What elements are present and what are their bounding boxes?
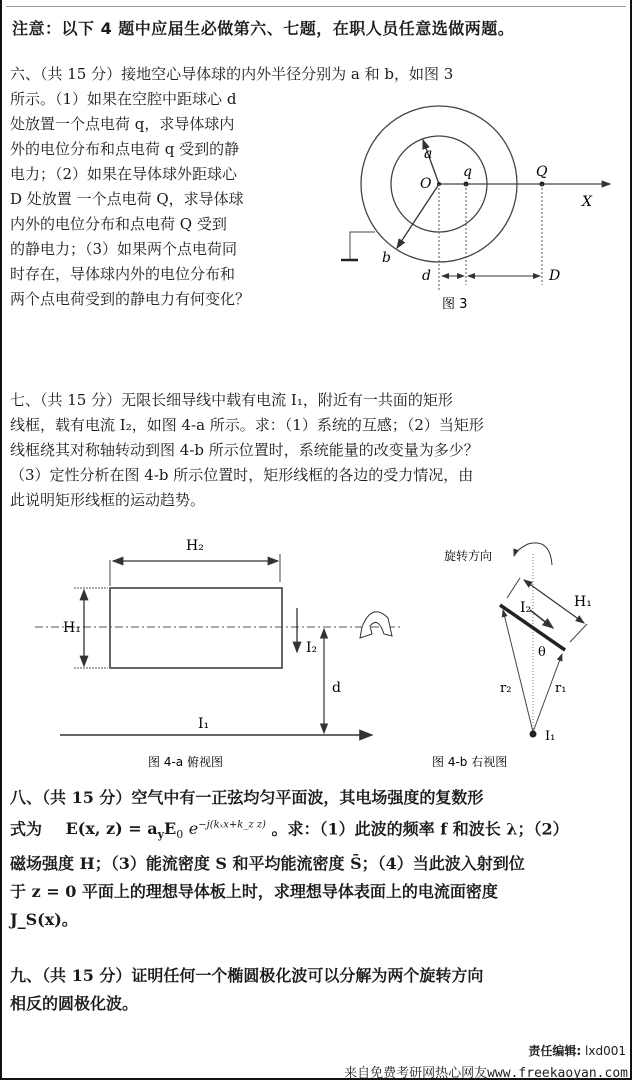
figure-4a-caption: 图 4-a 俯视图 xyxy=(148,755,223,769)
q8-suffix: 。求：（1）此波的频率 f 和波长 λ；（2） xyxy=(271,819,569,839)
field-formula xyxy=(65,819,272,842)
q7-line: 线框绕其对称轴转动到图 4-b 所示位置时，系统能量的改变量为多少？ xyxy=(10,441,479,459)
label-I1: I₁ xyxy=(198,716,210,732)
notice-text: 注意：以下 4 题中应届生必做第六、七题，在职人员任意选做两题。 xyxy=(12,19,515,38)
rotation-arrow-icon xyxy=(360,612,392,638)
label-H1: H₁ xyxy=(574,594,592,610)
q6-line: 外的电位分布和点电荷 q 受到的静 xyxy=(10,140,240,158)
label-d: d xyxy=(332,680,341,696)
label-r2: r₂ xyxy=(500,681,512,696)
q8-line: 八、（共 15 分）空气中有一正弦均匀平面波，其电场强度的复数形 xyxy=(10,788,484,807)
q8-line xyxy=(10,812,624,850)
question-7 xyxy=(10,388,622,513)
figure-4b-caption: 图 4-b 右视图 xyxy=(432,755,508,769)
label-b: b xyxy=(382,250,391,266)
rotation-direction-label: 旋转方向 xyxy=(444,549,493,563)
question-9 xyxy=(10,962,624,1018)
figure-4b xyxy=(410,530,632,780)
formula-lhs: E(x, z) = a xyxy=(65,819,158,839)
vector-r2 xyxy=(503,610,533,732)
q9-line: 九、（共 15 分）证明任何一个椭圆极化波可以分解为两个旋转方向 xyxy=(10,966,484,985)
current-I2-arrow xyxy=(530,610,553,628)
figure-4a xyxy=(0,530,410,775)
source-watermark: 来自免费考研网热心网友www.freekaoyan.com xyxy=(344,1066,628,1081)
editor-label: 责任编辑: xyxy=(528,1044,582,1058)
q7-line: 此说明矩形线框的运动趋势。 xyxy=(10,491,206,509)
label-q: q xyxy=(463,164,472,180)
label-I2: I₂ xyxy=(520,600,532,616)
q6-line: D 处放置 一个点电荷 Q，求导体球 xyxy=(10,190,244,208)
label-Q: Q xyxy=(536,164,548,180)
q6-line: 内外的电位分布和点电荷 Q 受到 xyxy=(10,215,227,233)
label-H2: H₂ xyxy=(186,538,204,554)
formula-sub-0: 0 xyxy=(176,828,184,842)
q7-line: （3）定性分析在图 4-b 所示位置时，矩形线框的各边的受力情况，由 xyxy=(10,466,474,484)
q9-line: 相反的圆极化波。 xyxy=(10,994,139,1013)
formula-E: E xyxy=(164,819,177,839)
q6-line: 的静电力；（3）如果两个点电荷同 xyxy=(10,240,238,258)
q6-line: 电力；（2）如果在导体球外距球心 xyxy=(10,165,238,183)
formula-exponent: −j(kₓx+k_z z) xyxy=(198,820,266,831)
label-theta: θ xyxy=(538,645,546,660)
q6-line: 六、（共 15 分）接地空心导体球的内外半径分别为 a 和 b，如图 3 xyxy=(10,65,454,83)
question-6 xyxy=(10,62,454,312)
formula-exp-base: e xyxy=(188,819,199,839)
q6-line: 所示。（1）如果在空腔中距球心 d xyxy=(10,90,237,108)
formula-sub-y: y xyxy=(157,828,165,842)
top-rule xyxy=(6,6,626,7)
label-X: X xyxy=(582,194,592,210)
ext-bottom-right xyxy=(570,624,587,642)
q6-line: 时存在，导体球内外的电位分布和 xyxy=(10,265,236,283)
q6-line: 处放置一个点电荷 q，求导体球内 xyxy=(10,115,235,133)
editor-value: lxd001 xyxy=(585,1044,626,1058)
q8-prefix: 式为 xyxy=(10,819,43,839)
editor-credit xyxy=(528,1042,626,1059)
q7-line: 线框，载有电流 I₂，如图 4-a 所示。求：（1）系统的互感；（2）当矩形 xyxy=(10,416,484,434)
q8-line: 磁场强度 H；（3）能流密度 S 和平均能流密度 S̄；（4）当此波入射到位 xyxy=(10,853,525,873)
q7-line: 七、（共 15 分）无限长细导线中载有电流 I₁，附近有一共面的矩形 xyxy=(10,391,453,409)
figure-3-caption: 图 3 xyxy=(442,297,468,312)
wire-I1-point xyxy=(530,731,537,738)
label-r1: r₁ xyxy=(555,681,567,696)
label-d: d xyxy=(422,268,431,284)
label-D: D xyxy=(549,268,561,284)
q8-line: J_S(x)。 xyxy=(10,909,78,929)
ext-top-left xyxy=(507,578,520,598)
label-O: O xyxy=(420,176,432,192)
label-I2: I₂ xyxy=(306,640,318,656)
label-H1: H₁ xyxy=(63,620,81,636)
figure-3 xyxy=(320,90,632,350)
label-a: a xyxy=(424,146,433,162)
question-8 xyxy=(10,784,624,934)
ground-wire xyxy=(350,232,375,260)
q6-line: 两个点电荷受到的静电力有何变化？ xyxy=(10,290,251,308)
rotation-direction-arrow xyxy=(514,543,552,565)
q8-line: 于 z = 0 平面上的理想导体板上时，求理想导体表面上的电流面密度 xyxy=(10,881,498,901)
label-I1: I₁ xyxy=(545,729,556,744)
rectangular-loop xyxy=(110,588,282,668)
